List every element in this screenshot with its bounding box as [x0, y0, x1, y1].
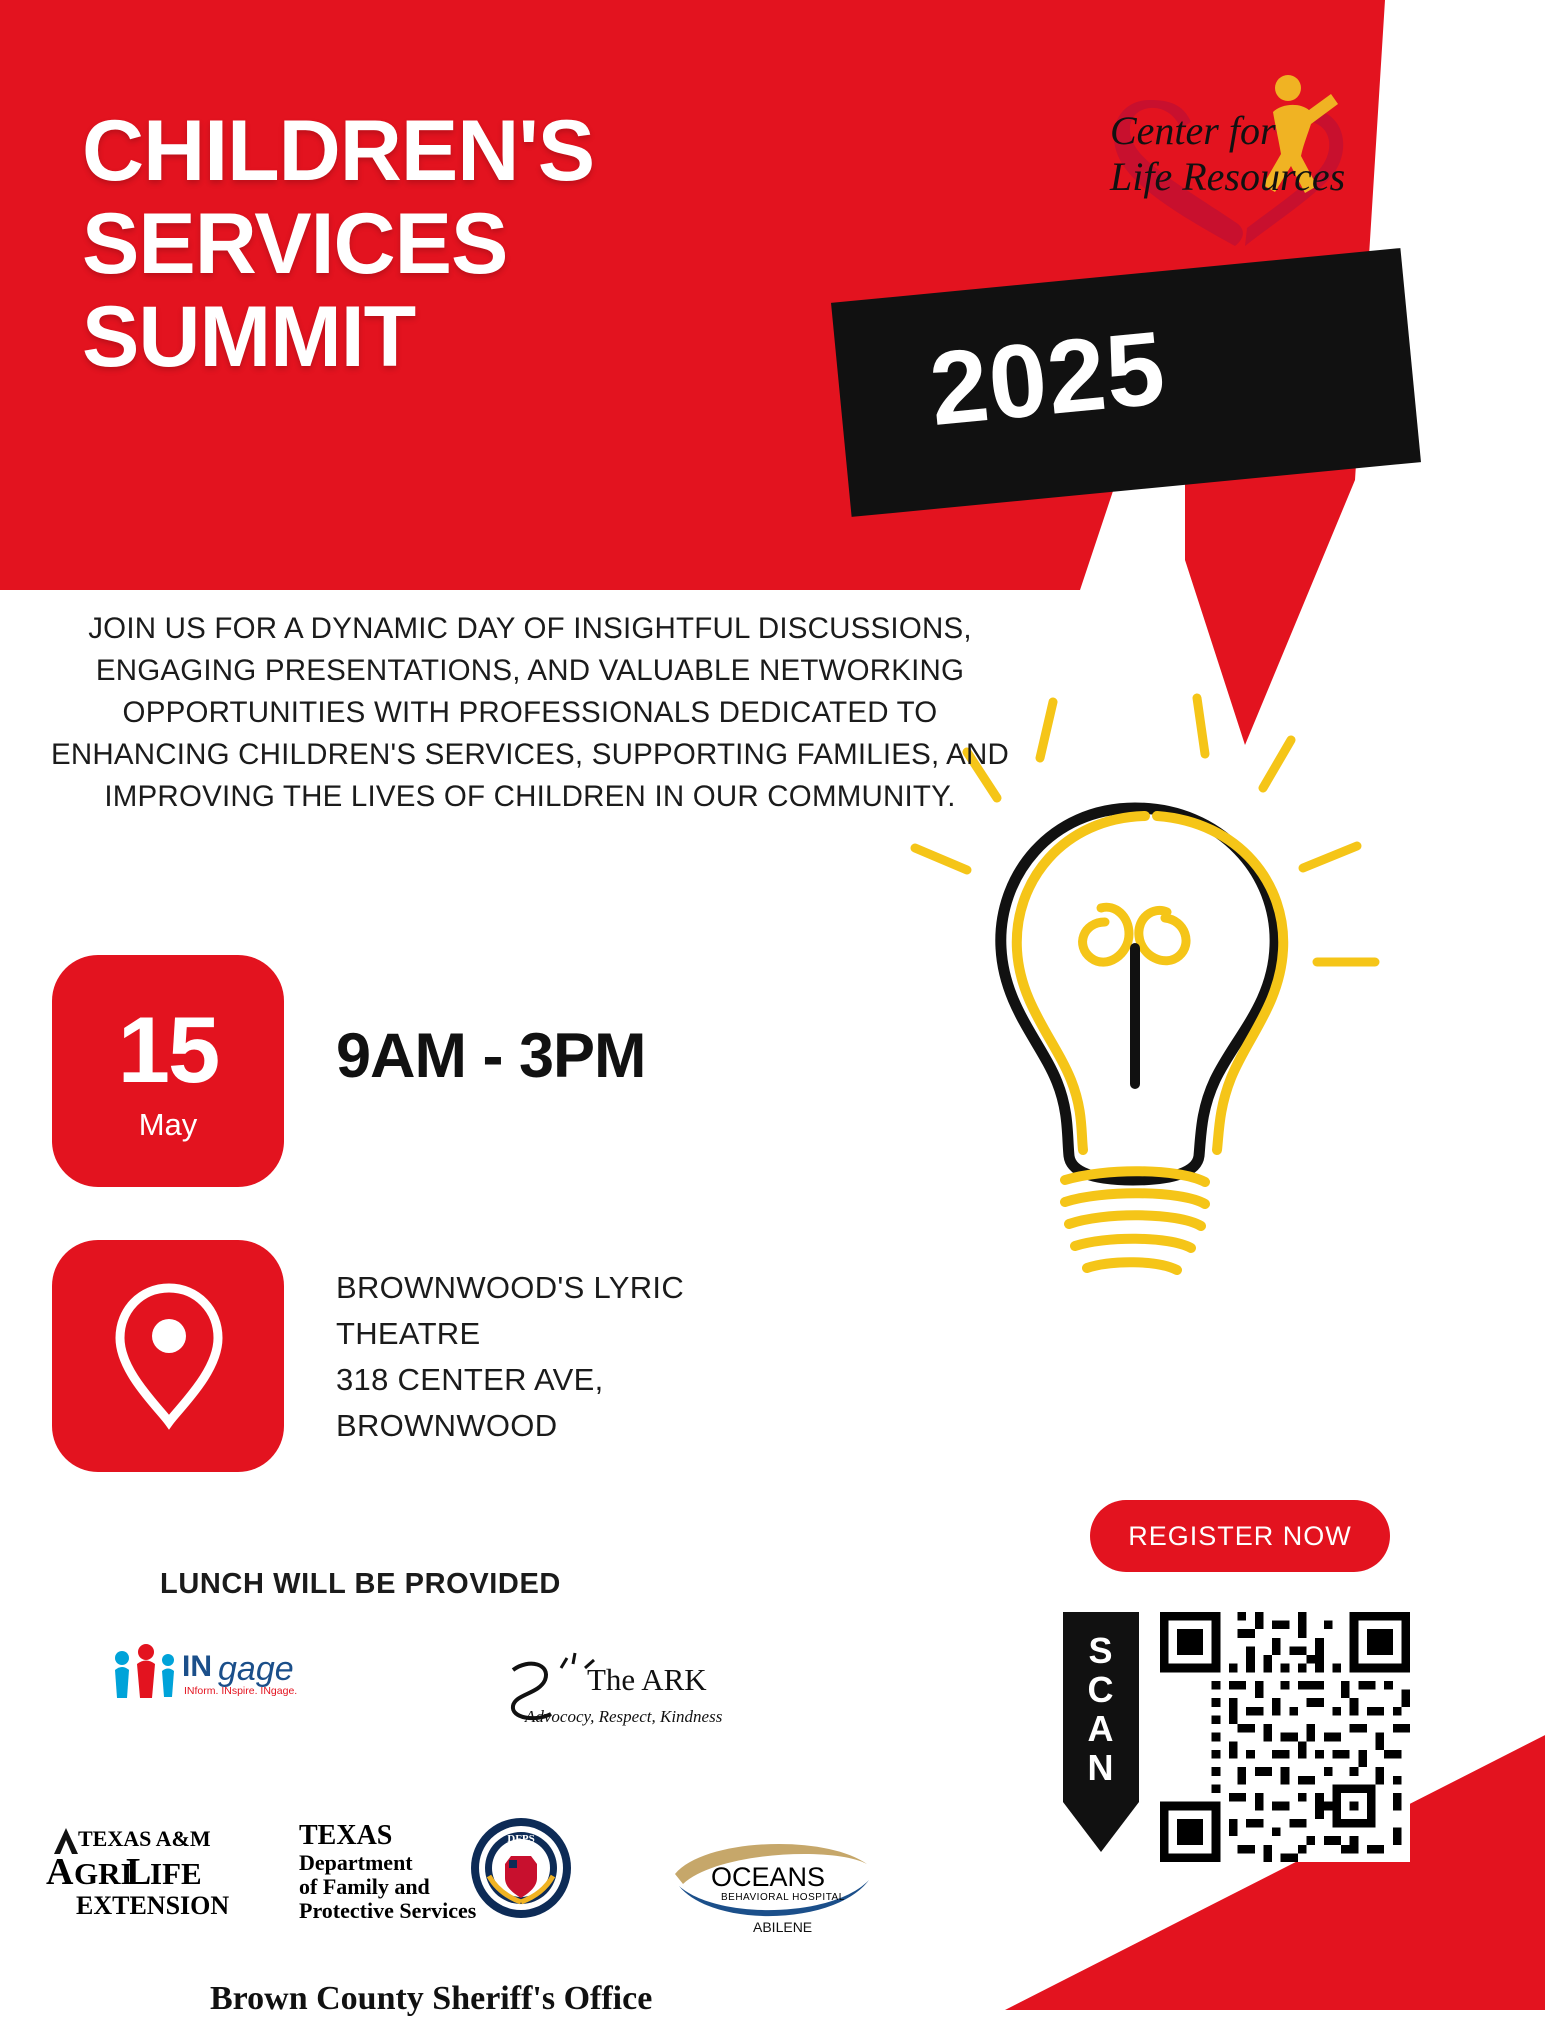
page-title — [82, 105, 594, 384]
svg-text:DFPS: DFPS — [507, 1833, 535, 1845]
org-name — [1110, 108, 1450, 200]
map-pin-icon — [110, 1280, 228, 1430]
sponsor-logo-dfps-seal — [465, 1812, 577, 1929]
event-time: 9AM - 3PM — [336, 1021, 646, 1091]
scan-letter-n: N — [1087, 1746, 1115, 1788]
intro-paragraph: JOIN US FOR A DYNAMIC DAY OF INSIGHTFUL DISCUSSIONS, ENGAGING PRESENTATIONS, AND VALUABLE NETWORKING OPPORTUNITIES WITH PROFESSIONALS DEDICATED TO ENHANCING CHILDREN'S SERVICES, SUPPORTING FAMILIES, AND IMPROVING THE LIVES OF CHILDREN IN OUR COMMUNITY. — [50, 612, 1010, 813]
svg-text:Protective Services: Protective Services — [299, 1898, 477, 1923]
location-card — [52, 1240, 284, 1472]
svg-text:The ARK: The ARK — [587, 1662, 707, 1697]
year-label: 2025 — [924, 309, 1171, 449]
sponsor-logo-the-ark — [495, 1650, 765, 1745]
sponsor-logo-ingage — [110, 1640, 360, 1715]
org-name-line-2: Life Resources — [1110, 154, 1346, 199]
sponsor-logo-oceans-behavioral-hospital — [665, 1830, 880, 1945]
title-line-2: SERVICES — [82, 195, 508, 292]
scan-letter-s: S — [1088, 1630, 1114, 1671]
location-line-3: 318 CENTER AVE, — [336, 1361, 604, 1397]
svg-text:IN: IN — [182, 1650, 212, 1683]
scan-label — [1063, 1632, 1139, 1788]
sponsor-logo-texas-am-agrilife — [40, 1820, 280, 1945]
date-day: 15 — [117, 997, 219, 1102]
qr-code[interactable] — [1160, 1612, 1410, 1862]
location-line-4: BROWNWOOD — [336, 1407, 558, 1443]
org-name-line-1: Center for — [1110, 108, 1276, 153]
svg-text:GRI: GRI — [74, 1856, 133, 1891]
title-line-3: SUMMIT — [82, 288, 416, 385]
sponsor-logo-brown-county-sheriffs-office: Brown County Sheriff's Office — [210, 1980, 653, 2017]
svg-text:Department: Department — [299, 1850, 413, 1875]
svg-text:ABILENE: ABILENE — [753, 1919, 813, 1935]
svg-text:A: A — [46, 1851, 74, 1893]
date-card — [52, 955, 284, 1187]
title-line-1: CHILDREN'S — [82, 103, 595, 199]
location-line-1: BROWNWOOD'S LYRIC — [336, 1270, 685, 1305]
svg-text:TEXAS A&M: TEXAS A&M — [78, 1826, 211, 1851]
location-address — [336, 1265, 684, 1449]
svg-text:of Family and: of Family and — [299, 1874, 430, 1899]
svg-text:IFE: IFE — [150, 1856, 202, 1891]
svg-text:TEXAS: TEXAS — [299, 1820, 393, 1851]
lunch-note: LUNCH WILL BE PROVIDED — [160, 1568, 561, 1600]
register-now-button[interactable]: REGISTER NOW — [1090, 1500, 1390, 1572]
scan-letter-c: C — [1087, 1668, 1115, 1710]
svg-text:OCEANS: OCEANS — [711, 1862, 826, 1892]
svg-text:EXTENSION: EXTENSION — [76, 1891, 230, 1920]
svg-text:BEHAVIORAL HOSPITAL: BEHAVIORAL HOSPITAL — [721, 1892, 845, 1903]
svg-text:INform. INspire. INgage.: INform. INspire. INgage. — [184, 1685, 298, 1697]
scan-letter-a: A — [1087, 1707, 1115, 1749]
svg-text:L: L — [126, 1851, 152, 1893]
location-line-2: THEATRE — [336, 1315, 481, 1351]
date-month: May — [138, 1107, 198, 1142]
svg-text:Advococy, Respect, Kindness: Advococy, Respect, Kindness — [525, 1707, 723, 1726]
svg-text:gage: gage — [218, 1650, 294, 1688]
